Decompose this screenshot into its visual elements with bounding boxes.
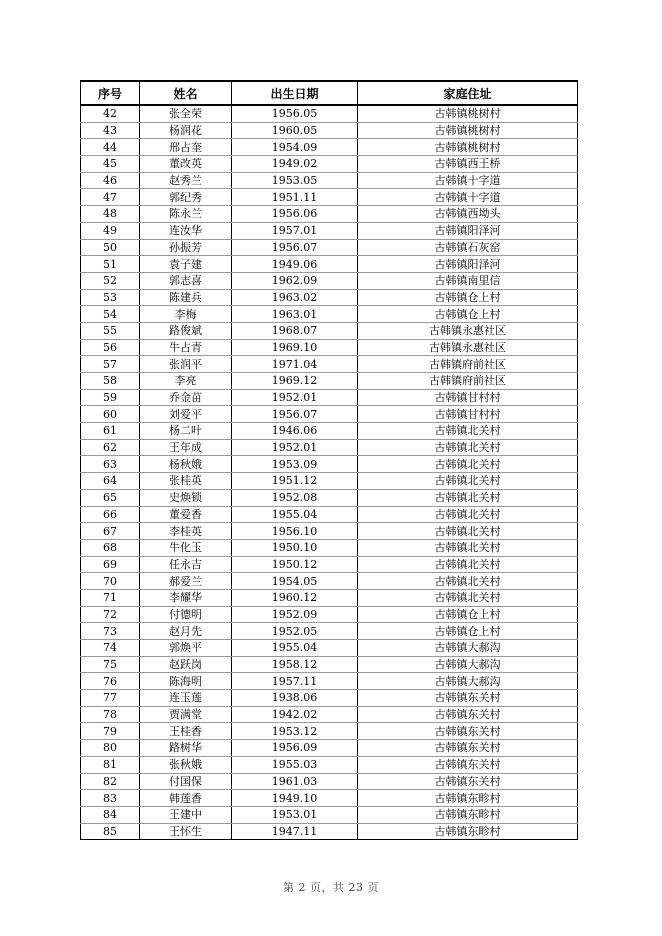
cell-name: 路树华 [140,740,232,757]
cell-birth-date: 1952.08 [232,489,358,506]
cell-seq: 60 [81,406,140,423]
table-row [81,272,578,289]
cell-name: 赵跃岗 [140,656,232,673]
cell-name: 李亮 [140,373,232,390]
table-row [81,406,578,423]
cell-name: 杨二叶 [140,423,232,440]
cell-birth-date: 1952.01 [232,389,358,406]
table-row [81,239,578,256]
cell-seq: 81 [81,756,140,773]
cell-seq: 58 [81,373,140,390]
cell-address: 古韩镇大郝沟 [358,673,578,690]
table-row [81,823,578,840]
cell-birth-date: 1956.10 [232,523,358,540]
cell-seq: 45 [81,156,140,173]
cell-address: 古韩镇石灰窑 [358,239,578,256]
table-row [81,222,578,239]
cell-name: 李桂英 [140,523,232,540]
table-row [81,389,578,406]
cell-address: 古韩镇西王桥 [358,156,578,173]
table-row [81,172,578,189]
cell-birth-date: 1957.01 [232,222,358,239]
cell-name: 邢占奎 [140,139,232,156]
cell-birth-date: 1952.01 [232,439,358,456]
cell-seq: 50 [81,239,140,256]
cell-seq: 82 [81,773,140,790]
cell-birth-date: 1955.04 [232,506,358,523]
cell-name: 王怀生 [140,823,232,840]
table-row [81,423,578,440]
cell-birth-date: 1949.10 [232,790,358,807]
table-row [81,690,578,707]
table-row [81,573,578,590]
cell-birth-date: 1968.07 [232,322,358,339]
cell-birth-date: 1953.09 [232,456,358,473]
cell-address: 古韩镇桃树村 [358,139,578,156]
cell-seq: 48 [81,206,140,223]
cell-name: 陈永兰 [140,206,232,223]
cell-name: 韩莲香 [140,790,232,807]
cell-seq: 71 [81,589,140,606]
cell-seq: 72 [81,606,140,623]
cell-name: 张全荣 [140,105,232,122]
cell-seq: 51 [81,256,140,273]
cell-birth-date: 1971.04 [232,356,358,373]
page-number: 第 2 页，共 23 页 [283,881,379,894]
table-row [81,740,578,757]
table-row [81,356,578,373]
cell-address: 古韩镇十字道 [358,189,578,206]
cell-address: 古韩镇大郝沟 [358,656,578,673]
cell-seq: 76 [81,673,140,690]
table-row [81,589,578,606]
cell-seq: 54 [81,306,140,323]
cell-seq: 62 [81,439,140,456]
cell-address: 古韩镇东关村 [358,690,578,707]
cell-address: 古韩镇南里信 [358,272,578,289]
cell-name: 张润平 [140,356,232,373]
cell-name: 刘爱平 [140,406,232,423]
cell-birth-date: 1955.04 [232,640,358,657]
cell-address: 古韩镇北关村 [358,523,578,540]
cell-name: 赵秀兰 [140,172,232,189]
cell-address: 古韩镇仓上村 [358,289,578,306]
table-row [81,105,578,122]
cell-name: 连玉莲 [140,690,232,707]
cell-name: 董改英 [140,156,232,173]
table-row [81,656,578,673]
cell-seq: 61 [81,423,140,440]
cell-address: 古韩镇东关村 [358,740,578,757]
cell-birth-date: 1956.07 [232,239,358,256]
table-body [81,105,578,840]
cell-address: 古韩镇阳泽河 [358,222,578,239]
cell-seq: 79 [81,723,140,740]
table-row [81,456,578,473]
cell-address: 古韩镇北关村 [358,439,578,456]
cell-seq: 56 [81,339,140,356]
cell-name: 付国保 [140,773,232,790]
cell-address: 古韩镇北关村 [358,423,578,440]
cell-address: 古韩镇北关村 [358,489,578,506]
cell-name: 乔金苗 [140,389,232,406]
table-row [81,306,578,323]
cell-birth-date: 1960.05 [232,122,358,139]
cell-name: 郝爱兰 [140,573,232,590]
cell-address: 古韩镇桃树村 [358,122,578,139]
cell-name: 陈海明 [140,673,232,690]
cell-name: 李耀华 [140,589,232,606]
table-row [81,606,578,623]
cell-name: 孙振芳 [140,239,232,256]
header-birth-date: 出生日期 [232,81,358,105]
cell-address: 古韩镇东畛村 [358,790,578,807]
table-row [81,122,578,139]
cell-birth-date: 1962.09 [232,272,358,289]
cell-birth-date: 1950.12 [232,556,358,573]
cell-name: 郭志喜 [140,272,232,289]
cell-seq: 44 [81,139,140,156]
table-row [81,673,578,690]
cell-birth-date: 1952.09 [232,606,358,623]
cell-birth-date: 1963.02 [232,289,358,306]
cell-name: 路俊斌 [140,322,232,339]
cell-seq: 77 [81,690,140,707]
cell-birth-date: 1950.10 [232,539,358,556]
cell-address: 古韩镇大郝沟 [358,640,578,657]
cell-name: 王年成 [140,439,232,456]
roster-table [80,80,578,840]
cell-name: 牛占青 [140,339,232,356]
cell-seq: 85 [81,823,140,840]
cell-address: 古韩镇北关村 [358,573,578,590]
cell-name: 袁子建 [140,256,232,273]
table-row [81,539,578,556]
cell-address: 古韩镇桃树村 [358,105,578,122]
cell-address: 古韩镇东关村 [358,723,578,740]
cell-seq: 46 [81,172,140,189]
cell-seq: 80 [81,740,140,757]
cell-name: 陈建兵 [140,289,232,306]
cell-address: 古韩镇仓上村 [358,606,578,623]
table-row [81,256,578,273]
table-row [81,640,578,657]
cell-name: 张桂英 [140,473,232,490]
cell-address: 古韩镇仓上村 [358,306,578,323]
cell-address: 古韩镇北关村 [358,473,578,490]
cell-birth-date: 1957.11 [232,673,358,690]
header-name: 姓名 [140,81,232,105]
cell-seq: 42 [81,105,140,122]
cell-birth-date: 1952.05 [232,623,358,640]
cell-birth-date: 1946.06 [232,423,358,440]
cell-birth-date: 1956.06 [232,206,358,223]
cell-birth-date: 1953.05 [232,172,358,189]
cell-name: 史焕锁 [140,489,232,506]
cell-birth-date: 1951.11 [232,189,358,206]
cell-name: 连汝华 [140,222,232,239]
cell-birth-date: 1954.05 [232,573,358,590]
cell-birth-date: 1956.05 [232,105,358,122]
cell-address: 古韩镇东关村 [358,773,578,790]
header-seq: 序号 [81,81,140,105]
cell-name: 杨秋娥 [140,456,232,473]
cell-address: 古韩镇西坳头 [358,206,578,223]
cell-address: 古韩镇北关村 [358,506,578,523]
cell-name: 郭焕平 [140,640,232,657]
table-row [81,289,578,306]
cell-address: 古韩镇府前社区 [358,356,578,373]
cell-seq: 83 [81,790,140,807]
cell-seq: 47 [81,189,140,206]
cell-seq: 67 [81,523,140,540]
cell-seq: 66 [81,506,140,523]
cell-address: 古韩镇北关村 [358,589,578,606]
cell-address: 古韩镇东畛村 [358,806,578,823]
table-row [81,373,578,390]
cell-address: 古韩镇仓上村 [358,623,578,640]
cell-birth-date: 1951.12 [232,473,358,490]
cell-address: 古韩镇甘村村 [358,389,578,406]
cell-address: 古韩镇阳泽河 [358,256,578,273]
table-row [81,773,578,790]
table-row [81,206,578,223]
cell-seq: 70 [81,573,140,590]
table-row [81,756,578,773]
cell-birth-date: 1949.02 [232,156,358,173]
table-row [81,322,578,339]
cell-birth-date: 1956.07 [232,406,358,423]
table-row [81,139,578,156]
cell-address: 古韩镇北关村 [358,556,578,573]
cell-address: 古韩镇十字道 [358,172,578,189]
cell-name: 牛化玉 [140,539,232,556]
cell-address: 古韩镇永惠社区 [358,339,578,356]
cell-address: 古韩镇北关村 [358,539,578,556]
cell-seq: 49 [81,222,140,239]
cell-seq: 75 [81,656,140,673]
cell-address: 古韩镇东关村 [358,756,578,773]
cell-seq: 69 [81,556,140,573]
cell-seq: 64 [81,473,140,490]
table-row [81,556,578,573]
table-row [81,473,578,490]
cell-birth-date: 1954.09 [232,139,358,156]
cell-birth-date: 1947.11 [232,823,358,840]
cell-birth-date: 1953.12 [232,723,358,740]
cell-name: 任永吉 [140,556,232,573]
cell-name: 付德明 [140,606,232,623]
cell-birth-date: 1958.12 [232,656,358,673]
table-row [81,523,578,540]
cell-address: 古韩镇北关村 [358,456,578,473]
cell-name: 王建中 [140,806,232,823]
cell-birth-date: 1938.06 [232,690,358,707]
cell-seq: 73 [81,623,140,640]
cell-seq: 78 [81,706,140,723]
table-row [81,189,578,206]
cell-birth-date: 1942.02 [232,706,358,723]
cell-name: 郭纪秀 [140,189,232,206]
cell-seq: 84 [81,806,140,823]
cell-birth-date: 1960.12 [232,589,358,606]
cell-seq: 59 [81,389,140,406]
cell-address: 古韩镇甘村村 [358,406,578,423]
table-row [81,489,578,506]
table-row [81,706,578,723]
cell-birth-date: 1953.01 [232,806,358,823]
table-row [81,790,578,807]
cell-birth-date: 1949.06 [232,256,358,273]
cell-seq: 57 [81,356,140,373]
cell-birth-date: 1961.03 [232,773,358,790]
cell-birth-date: 1963.01 [232,306,358,323]
cell-seq: 53 [81,289,140,306]
table-row [81,623,578,640]
cell-seq: 65 [81,489,140,506]
cell-name: 贾满堂 [140,706,232,723]
cell-address: 古韩镇东畛村 [358,823,578,840]
cell-seq: 74 [81,640,140,657]
table-row [81,156,578,173]
cell-name: 赵月先 [140,623,232,640]
cell-seq: 52 [81,272,140,289]
cell-birth-date: 1956.09 [232,740,358,757]
cell-address: 古韩镇东关村 [358,706,578,723]
cell-address: 古韩镇府前社区 [358,373,578,390]
cell-birth-date: 1955.03 [232,756,358,773]
cell-seq: 55 [81,322,140,339]
cell-address: 古韩镇永惠社区 [358,322,578,339]
cell-birth-date: 1969.12 [232,373,358,390]
cell-seq: 68 [81,539,140,556]
table-header-row [81,81,578,105]
table-row [81,806,578,823]
header-address: 家庭住址 [358,81,578,105]
cell-name: 张秋娥 [140,756,232,773]
table-row [81,506,578,523]
cell-seq: 43 [81,122,140,139]
table-row [81,439,578,456]
table-row [81,723,578,740]
cell-birth-date: 1969.10 [232,339,358,356]
table-row [81,339,578,356]
cell-name: 杨润花 [140,122,232,139]
cell-name: 李梅 [140,306,232,323]
cell-name: 王桂香 [140,723,232,740]
cell-name: 董爱香 [140,506,232,523]
cell-seq: 63 [81,456,140,473]
